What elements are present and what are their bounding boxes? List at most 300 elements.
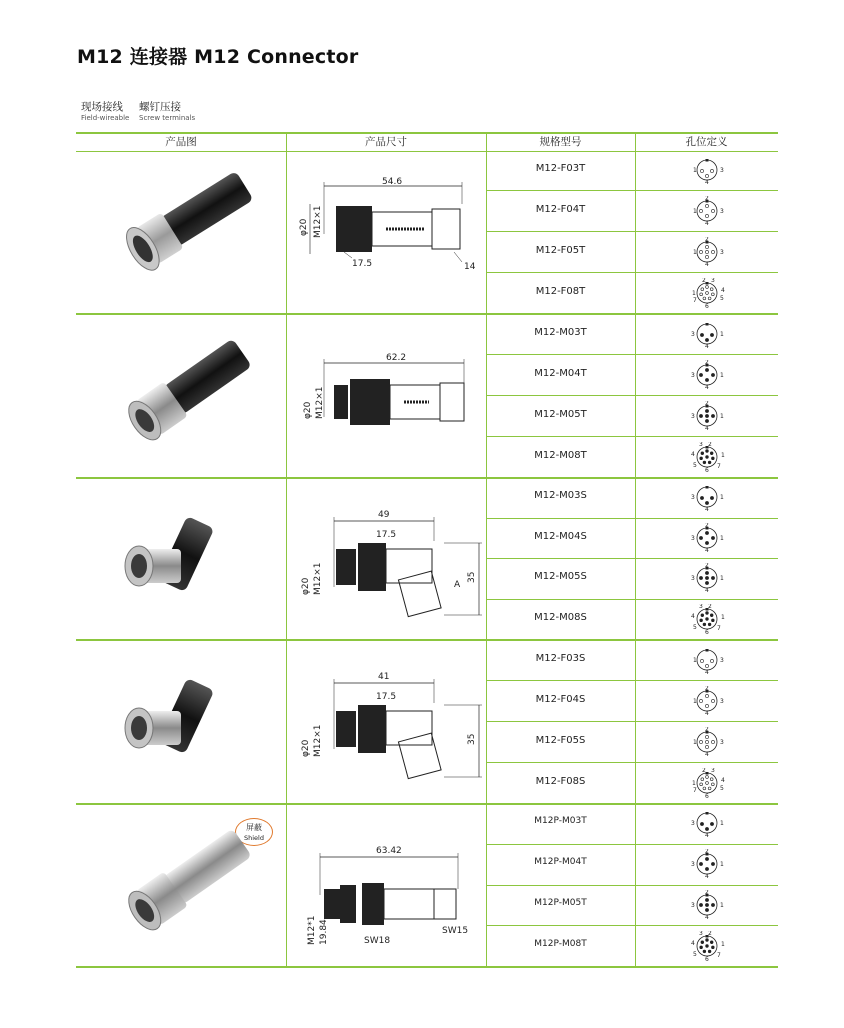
dimension-drawing-3 — [294, 491, 484, 635]
pin-contact — [700, 333, 703, 336]
pin-contact — [699, 577, 702, 580]
pin-number: 6 — [705, 466, 709, 472]
pin-number: 7 — [693, 296, 697, 304]
dim-thread: M12×1 — [313, 724, 323, 757]
pin-number: 5 — [693, 461, 697, 469]
dimension-drawing-1 — [296, 174, 481, 278]
pin-contact — [706, 449, 709, 452]
pinout-m8-icon — [687, 442, 727, 472]
dim-end: 14 — [464, 262, 476, 272]
pin-contact — [699, 373, 702, 376]
pin-contact — [710, 287, 713, 290]
pinout-cell — [636, 931, 778, 965]
pinout-cell — [636, 890, 778, 924]
pin-contact — [703, 461, 706, 464]
pin-contact — [705, 531, 708, 534]
pin-contact — [703, 950, 706, 953]
pinout-m4-icon — [687, 523, 727, 553]
pinout-cell — [636, 401, 778, 435]
pin-number: 5 — [693, 950, 697, 958]
pinout-m3-icon — [687, 808, 727, 838]
pin-number: 6 — [705, 955, 709, 961]
pin-number: 4 — [705, 546, 709, 553]
product-photo-3 — [101, 499, 266, 623]
pin-contact — [700, 782, 703, 785]
pinout-cell — [636, 442, 778, 476]
pin-number: 3 — [720, 697, 724, 705]
pin-number: 4 — [705, 587, 709, 594]
pin-contact — [710, 169, 713, 172]
pin-number: 2 — [705, 195, 709, 202]
pinout-cell — [636, 196, 778, 230]
pinout-cell — [636, 768, 778, 802]
pin-contact — [706, 944, 709, 947]
pinout-cell — [636, 604, 778, 638]
pin-contact — [705, 255, 708, 258]
model-number: M12-M08T — [534, 449, 587, 461]
row-divider — [486, 762, 778, 763]
col-divider — [286, 132, 287, 966]
pin-contact — [700, 169, 703, 172]
model-number: M12-M03S — [534, 490, 587, 502]
pinout-cell — [636, 686, 778, 720]
pinout-f3-icon — [687, 645, 727, 675]
pin-number: 6 — [705, 302, 709, 308]
pin-number: 1 — [693, 166, 697, 174]
product-photo-4 — [101, 661, 266, 785]
pin-contact — [711, 373, 714, 376]
pin-number: 1 — [721, 940, 725, 948]
pin-number: 1 — [693, 738, 697, 746]
pin-number: 2 — [705, 359, 709, 366]
pin-number: 3 — [691, 412, 695, 420]
pinout-m5-icon — [687, 890, 727, 920]
row-divider — [486, 599, 778, 600]
pin-number: 3 — [691, 534, 695, 542]
pin-contact — [710, 451, 713, 454]
subhead-en: Screw terminals — [139, 114, 196, 122]
pin-contact — [699, 209, 702, 212]
pin-number: 1 — [693, 248, 697, 256]
pin-number: 7 — [717, 624, 721, 632]
row-divider — [486, 885, 778, 886]
row-divider — [486, 721, 778, 722]
pin-contact — [708, 461, 711, 464]
pin-number: 4 — [705, 342, 709, 349]
pin-contact — [708, 787, 711, 790]
pin-contact — [708, 623, 711, 626]
pin-number: 2 — [705, 849, 709, 856]
model-number: M12-F03T — [535, 162, 586, 174]
pinout-cell — [636, 482, 778, 516]
pin-number: 2 — [705, 889, 709, 896]
pin-number: 4 — [705, 506, 709, 513]
pin-number: 2 — [705, 522, 709, 529]
pin-contact — [710, 659, 713, 662]
pinout-f5-icon — [687, 727, 727, 757]
pin-contact — [705, 174, 708, 177]
pinout-m4-icon — [687, 849, 727, 879]
pin-number: 1 — [720, 412, 724, 420]
table-header — [76, 132, 778, 152]
pin-contact — [705, 740, 708, 743]
model-number: M12-F03S — [535, 652, 586, 664]
dim-end: SW15 — [442, 926, 469, 936]
pin-contact — [711, 946, 714, 949]
pinout-m4-icon — [687, 360, 727, 390]
pinout-cell — [636, 727, 778, 761]
pin-number: 1 — [693, 207, 697, 215]
pin-number: 3 — [691, 494, 695, 502]
pin-contact — [708, 297, 711, 300]
model-number: M12-M04T — [534, 367, 587, 379]
group-divider — [76, 477, 778, 479]
dim-mark: A — [454, 580, 461, 590]
pin-contact — [705, 338, 708, 341]
pin-number: 4 — [705, 709, 709, 716]
pin-contact — [710, 940, 713, 943]
pin-number: 4 — [705, 383, 709, 390]
model-number: M12P-M08T — [534, 938, 587, 949]
pin-number: 3 — [720, 738, 724, 746]
pin-number: 4 — [705, 750, 709, 757]
pin-contact — [699, 250, 702, 253]
pin-number: 3 — [711, 767, 715, 774]
pinout-cell — [636, 808, 778, 842]
pin-number: 2 — [705, 685, 709, 692]
dim-dia: φ20 — [303, 401, 313, 419]
pin-number: 2 — [702, 277, 706, 284]
pin-contact — [700, 497, 703, 500]
product-photo-2 — [101, 335, 266, 459]
dimension-drawing-2 — [294, 327, 484, 471]
pinout-cell — [636, 155, 778, 189]
model-number: M12P-M05T — [534, 897, 587, 908]
pin-number: 3 — [699, 930, 703, 937]
group-divider — [76, 313, 778, 315]
pin-number: 3 — [711, 277, 715, 284]
pinout-m8-icon — [687, 604, 727, 634]
pin-number: 4 — [691, 450, 695, 458]
pinout-f4-icon — [687, 196, 727, 226]
pinout-cell — [636, 319, 778, 353]
row-divider — [486, 231, 778, 232]
page-title: M12 连接器 M12 Connector — [77, 46, 359, 68]
model-number: M12-F08T — [535, 285, 586, 297]
pin-number: 6 — [705, 792, 709, 798]
pin-contact — [701, 614, 704, 617]
pin-contact — [705, 745, 708, 748]
row-divider — [486, 272, 778, 273]
pin-contact — [705, 735, 708, 738]
model-number: M12P-M04T — [534, 857, 587, 868]
pin-number: 1 — [720, 861, 724, 869]
pin-contact — [699, 414, 702, 417]
col-header-dimensions: 产品尺寸 — [365, 136, 407, 148]
pin-contact — [711, 209, 714, 212]
pin-contact — [710, 614, 713, 617]
subhead-en: Field-wireable — [81, 114, 130, 122]
pin-number: 7 — [693, 786, 697, 794]
model-number: M12-F04S — [535, 693, 586, 705]
pin-contact — [705, 368, 708, 371]
pinout-m5-icon — [687, 401, 727, 431]
pinout-f8-icon — [687, 768, 727, 798]
pin-contact — [706, 938, 709, 941]
pin-contact — [700, 946, 703, 949]
pin-number: 4 — [721, 286, 725, 294]
dim-diameter: φ20 — [299, 218, 309, 236]
pinout-cell — [636, 563, 778, 597]
model-number: M12P-M03T — [534, 816, 587, 827]
pin-number: 5 — [720, 294, 724, 302]
pin-contact — [711, 699, 714, 702]
pin-contact — [705, 903, 708, 906]
pin-number: 2 — [705, 236, 709, 243]
pin-contact — [705, 582, 708, 585]
pin-number: 4 — [691, 612, 695, 620]
pin-number: 3 — [720, 248, 724, 256]
pin-number: 7 — [717, 462, 721, 470]
pin-contact — [705, 250, 708, 253]
pin-contact — [705, 828, 708, 831]
pin-number: 2 — [705, 400, 709, 407]
pin-contact — [705, 868, 708, 871]
pin-contact — [705, 908, 708, 911]
pin-number: 2 — [708, 930, 712, 937]
pin-contact — [699, 536, 702, 539]
group-divider — [76, 803, 778, 805]
pin-contact — [710, 823, 713, 826]
pin-number: 3 — [691, 575, 695, 583]
pin-number: 5 — [720, 784, 724, 792]
pin-contact — [705, 419, 708, 422]
pin-contact — [705, 502, 708, 505]
pin-contact — [710, 333, 713, 336]
pin-contact — [711, 456, 714, 459]
dim-length: 49 — [378, 510, 390, 520]
pin-contact — [711, 740, 714, 743]
pin-contact — [711, 863, 714, 866]
pin-number: 3 — [691, 820, 695, 828]
pin-number: 1 — [720, 820, 724, 828]
pinout-f5-icon — [687, 237, 727, 267]
pin-number: 6 — [705, 628, 709, 634]
col-header-model: 规格型号 — [539, 136, 582, 148]
pin-number: 1 — [693, 656, 697, 664]
col-header-pinout: 孔位定义 — [685, 136, 728, 148]
model-number: M12-M08S — [534, 611, 587, 623]
pin-contact — [705, 204, 708, 207]
dim-thread: M12*1 — [307, 915, 317, 945]
dim-nut: SW18 — [364, 936, 391, 946]
pin-number: 1 — [692, 289, 696, 297]
pin-contact — [705, 664, 708, 667]
dim-thread: M12×1 — [313, 562, 323, 595]
pin-contact — [703, 787, 706, 790]
pin-contact — [711, 292, 714, 295]
group-divider — [76, 639, 778, 641]
pin-number: 4 — [705, 178, 709, 185]
pin-contact — [700, 619, 703, 622]
model-number: M12-F08S — [535, 775, 586, 787]
row-divider — [486, 844, 778, 845]
pin-contact — [705, 409, 708, 412]
pin-number: 5 — [693, 623, 697, 631]
model-number: M12-F05S — [535, 734, 586, 746]
pin-contact — [710, 497, 713, 500]
row-divider — [486, 518, 778, 519]
pin-contact — [700, 823, 703, 826]
pin-number: 4 — [721, 776, 725, 784]
pinout-cell — [636, 523, 778, 557]
pin-number: 1 — [720, 371, 724, 379]
pin-contact — [711, 782, 714, 785]
pinout-cell — [636, 645, 778, 679]
pinout-cell — [636, 278, 778, 312]
pin-number: 4 — [705, 832, 709, 839]
pin-number: 4 — [705, 260, 709, 267]
pin-number: 3 — [720, 166, 724, 174]
pin-number: 4 — [705, 913, 709, 920]
pin-contact — [703, 297, 706, 300]
col-divider — [486, 132, 487, 966]
dimension-drawing-5 — [294, 817, 484, 961]
model-number: M12-M03T — [534, 326, 587, 338]
pin-contact — [703, 623, 706, 626]
pin-number: 1 — [720, 330, 724, 338]
pin-number: 4 — [705, 668, 709, 675]
pin-contact — [711, 250, 714, 253]
pin-contact — [705, 694, 708, 697]
pin-number: 1 — [720, 534, 724, 542]
row-divider — [486, 354, 778, 355]
dim-nut: 17.5 — [352, 259, 373, 269]
pin-number: 4 — [705, 219, 709, 226]
pin-number: 3 — [691, 371, 695, 379]
pin-number: 1 — [692, 779, 696, 787]
pin-number: 3 — [699, 603, 703, 610]
model-number: M12-M05S — [534, 571, 587, 583]
pin-contact — [705, 378, 708, 381]
pinout-cell — [636, 237, 778, 271]
pin-contact — [706, 291, 709, 294]
pin-contact — [711, 414, 714, 417]
dim-length: 62.2 — [386, 353, 407, 363]
pin-contact — [699, 863, 702, 866]
pin-number: 1 — [720, 901, 724, 909]
subhead-zh: 螺钉压接 — [139, 101, 181, 113]
dim-dia: 19.84 — [319, 919, 329, 945]
product-photo-female-straight — [96, 170, 266, 284]
pin-contact — [705, 414, 708, 417]
pinout-m5-icon — [687, 563, 727, 593]
pin-number: 3 — [720, 207, 724, 215]
dim-length: 63.42 — [376, 846, 402, 856]
model-number: M12-M04S — [534, 530, 587, 542]
pin-contact — [711, 903, 714, 906]
row-divider — [486, 436, 778, 437]
pin-number: 4 — [705, 873, 709, 880]
pin-contact — [705, 572, 708, 575]
col-header-photo: 产品图 — [165, 136, 197, 148]
pin-number: 7 — [717, 951, 721, 959]
dim-nut: 17.5 — [376, 530, 397, 540]
pin-number: 2 — [702, 767, 706, 774]
pinout-m3-icon — [687, 319, 727, 349]
pin-contact — [706, 781, 709, 784]
row-divider — [486, 680, 778, 681]
pinout-cell — [636, 849, 778, 883]
pin-contact — [699, 740, 702, 743]
pin-contact — [706, 775, 709, 778]
row-divider — [486, 558, 778, 559]
pin-contact — [706, 285, 709, 288]
pin-number: 1 — [693, 697, 697, 705]
pin-number: 3 — [691, 901, 695, 909]
model-number: M12-M05T — [534, 408, 587, 420]
pin-contact — [706, 455, 709, 458]
pin-contact — [705, 577, 708, 580]
pinout-f4-icon — [687, 686, 727, 716]
pin-contact — [699, 903, 702, 906]
pin-contact — [700, 292, 703, 295]
product-photo-5 — [101, 825, 266, 949]
dim-thread: M12×1 — [315, 386, 325, 419]
pinout-m8-icon — [687, 931, 727, 961]
dim-length: 54.6 — [382, 177, 403, 187]
pin-contact — [711, 619, 714, 622]
pin-number: 3 — [720, 656, 724, 664]
pin-contact — [711, 577, 714, 580]
subhead-field-wireable — [81, 102, 129, 124]
pin-contact — [706, 617, 709, 620]
pin-number: 1 — [721, 613, 725, 621]
model-number: M12-F05T — [535, 244, 586, 256]
row-divider — [486, 925, 778, 926]
pin-number: 2 — [708, 441, 712, 448]
pin-number: 3 — [691, 330, 695, 338]
row-divider — [486, 190, 778, 191]
pin-number: 2 — [705, 726, 709, 733]
dim-length: 41 — [378, 672, 390, 682]
pin-number: 3 — [691, 861, 695, 869]
pin-number: 4 — [691, 939, 695, 947]
pin-contact — [699, 699, 702, 702]
pin-number: 3 — [699, 441, 703, 448]
pin-contact — [708, 950, 711, 953]
dim-dia: φ20 — [301, 739, 311, 757]
pin-contact — [700, 456, 703, 459]
pin-number: 2 — [708, 603, 712, 610]
pin-number: 4 — [705, 424, 709, 431]
pin-contact — [701, 287, 704, 290]
pin-contact — [701, 940, 704, 943]
pin-contact — [705, 898, 708, 901]
pinout-m3-icon — [687, 482, 727, 512]
shield-zh: 屏蔽 — [246, 823, 262, 832]
pin-contact — [700, 659, 703, 662]
dim-dia: φ20 — [301, 577, 311, 595]
dim-height: 35 — [467, 733, 477, 745]
pin-contact — [705, 245, 708, 248]
subhead-zh: 现场接线 — [81, 101, 123, 113]
pin-number: 1 — [720, 494, 724, 502]
pin-number: 2 — [705, 563, 709, 570]
pin-contact — [705, 541, 708, 544]
pin-contact — [711, 536, 714, 539]
shield-en: Shield — [244, 834, 264, 842]
